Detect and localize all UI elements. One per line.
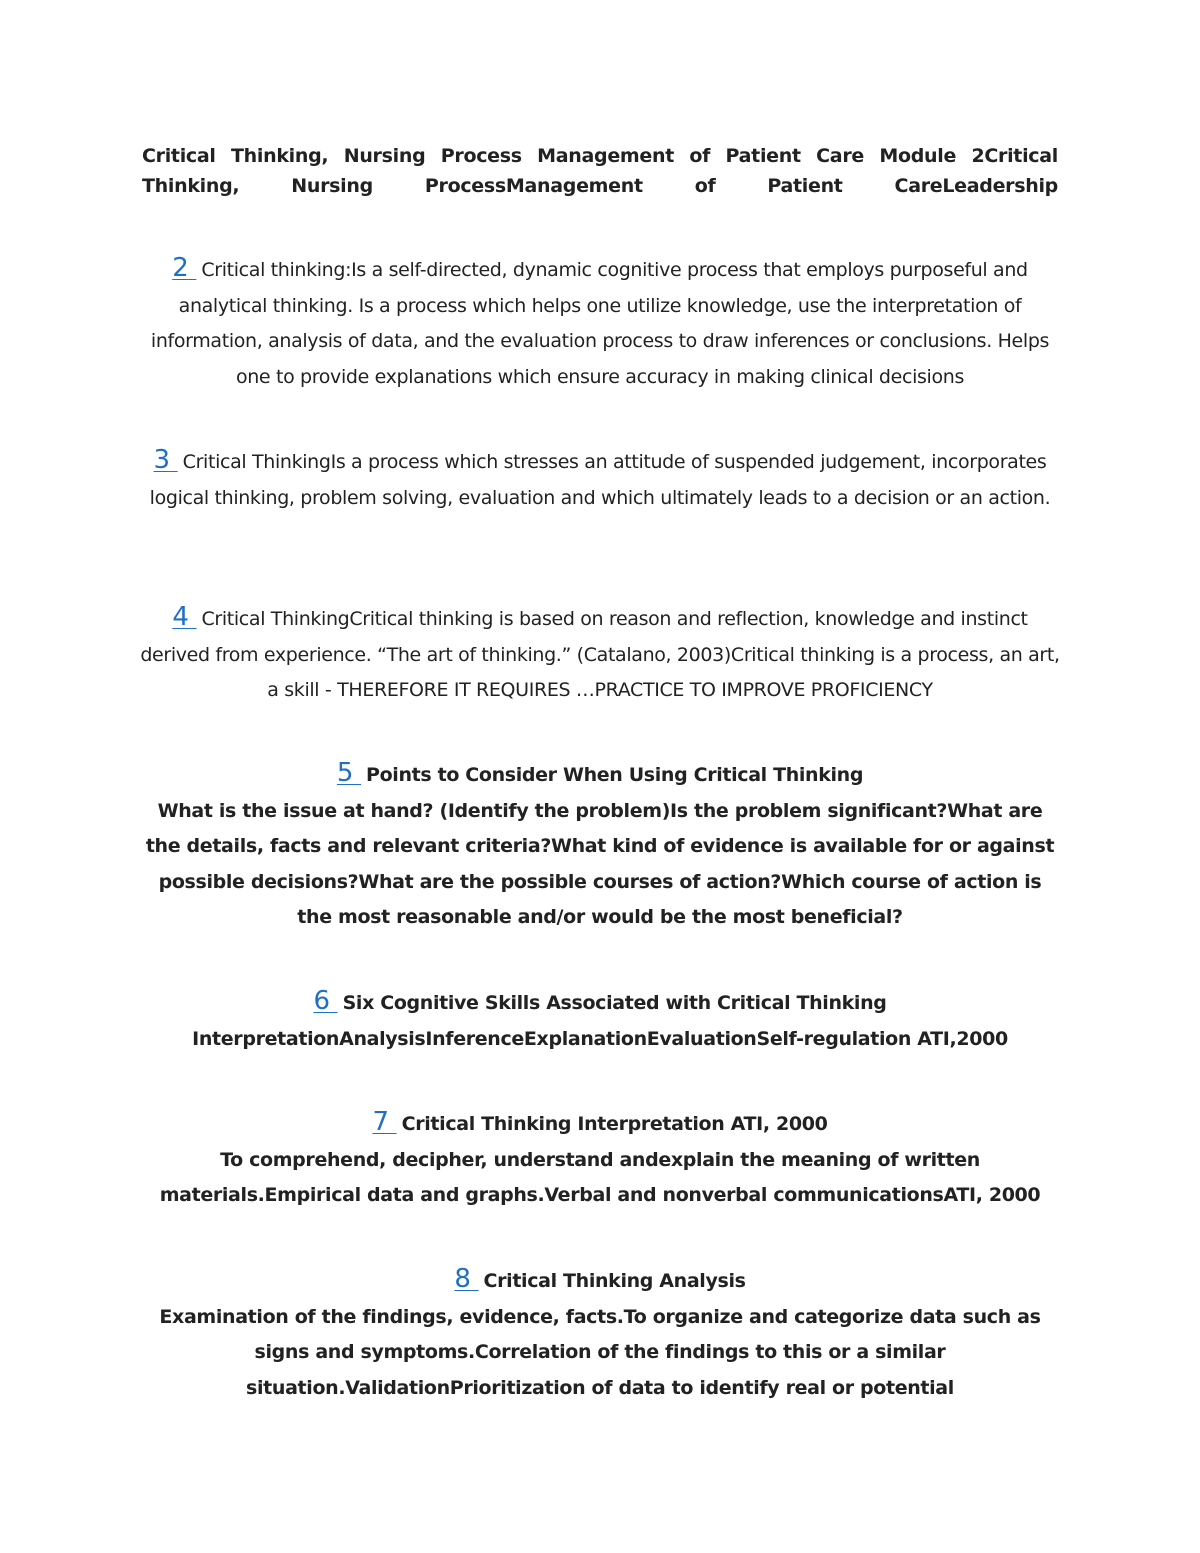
section-text: Critical ThinkingCritical thinking is based on reason and reflection, knowledge and instinct derived from experience. “The art of thinking.” (Catalano, 2003)Critical thinking is a process, an art, a skill - THEREFORE IT REQUIRES …PRACTICE TO IMPROVE PROFICIENCY: [140, 608, 1060, 701]
section-2: [140, 251, 1060, 395]
document-title: Critical Thinking, Nursing Process Management of Patient Care Module 2Critical Thinking, Nursing ProcessManagement of Patient CareLeadership: [142, 145, 1058, 197]
slide-number-link[interactable]: 2: [172, 253, 189, 283]
section-heading: Critical Thinking Analysis: [483, 1270, 746, 1292]
section-body: What is the issue at hand? (Identify the problem)Is the problem significant?What are the details, facts and relevant criteria?What kind of evidence is available for or against possible decisions?What are the possible courses of action?Which course of action is the most reasonable and/or would be the most beneficial?: [145, 799, 1055, 928]
slide-number-link[interactable]: 7: [372, 1107, 389, 1137]
section-heading: Points to Consider When Using Critical Thinking: [366, 764, 864, 786]
slide-number-link[interactable]: 6: [313, 986, 330, 1016]
section-body: Examination of the findings, evidence, facts.To organize and categorize data such as signs and symptoms.Correlation of the findings to this or a similar situation.ValidationPrioritization of data to identify real or potential: [159, 1305, 1041, 1399]
section-heading: Critical Thinking Interpretation ATI, 2000: [401, 1113, 828, 1135]
slide-number-link[interactable]: 8: [454, 1264, 471, 1294]
slide-number-link[interactable]: 3: [153, 445, 170, 475]
section-3: [140, 443, 1060, 516]
section-6: [140, 984, 1060, 1057]
section-body: To comprehend, decipher, understand andexplain the meaning of written materials.Empirical data and graphs.Verbal and nonverbal communicationsATI, 2000: [159, 1148, 1041, 1206]
section-7: [140, 1105, 1060, 1214]
section-4: [140, 600, 1060, 709]
section-8: [140, 1262, 1060, 1406]
slide-number-link[interactable]: 4: [172, 602, 189, 632]
section-text: Critical ThinkingIs a process which stresses an attitude of suspended judgement, incorporates logical thinking, problem solving, evaluation and which ultimately leads to a decision or an action.: [149, 451, 1051, 509]
section-text: Critical thinking:Is a self-directed, dynamic cognitive process that employs purposeful and analytical thinking. Is a process which helps one utilize knowledge, use the interpretation of information, analysis of data, and the evaluation process to draw inferences or conclusions. Helps one to provide explanations which ensure accuracy in making clinical decisions: [150, 259, 1050, 388]
section-5: [140, 756, 1060, 936]
section-heading: Six Cognitive Skills Associated with Critical Thinking: [342, 992, 887, 1014]
slide-number-link[interactable]: 5: [336, 758, 354, 788]
section-body: InterpretationAnalysisInferenceExplanationEvaluationSelf-regulation ATI,2000: [192, 1027, 1008, 1050]
